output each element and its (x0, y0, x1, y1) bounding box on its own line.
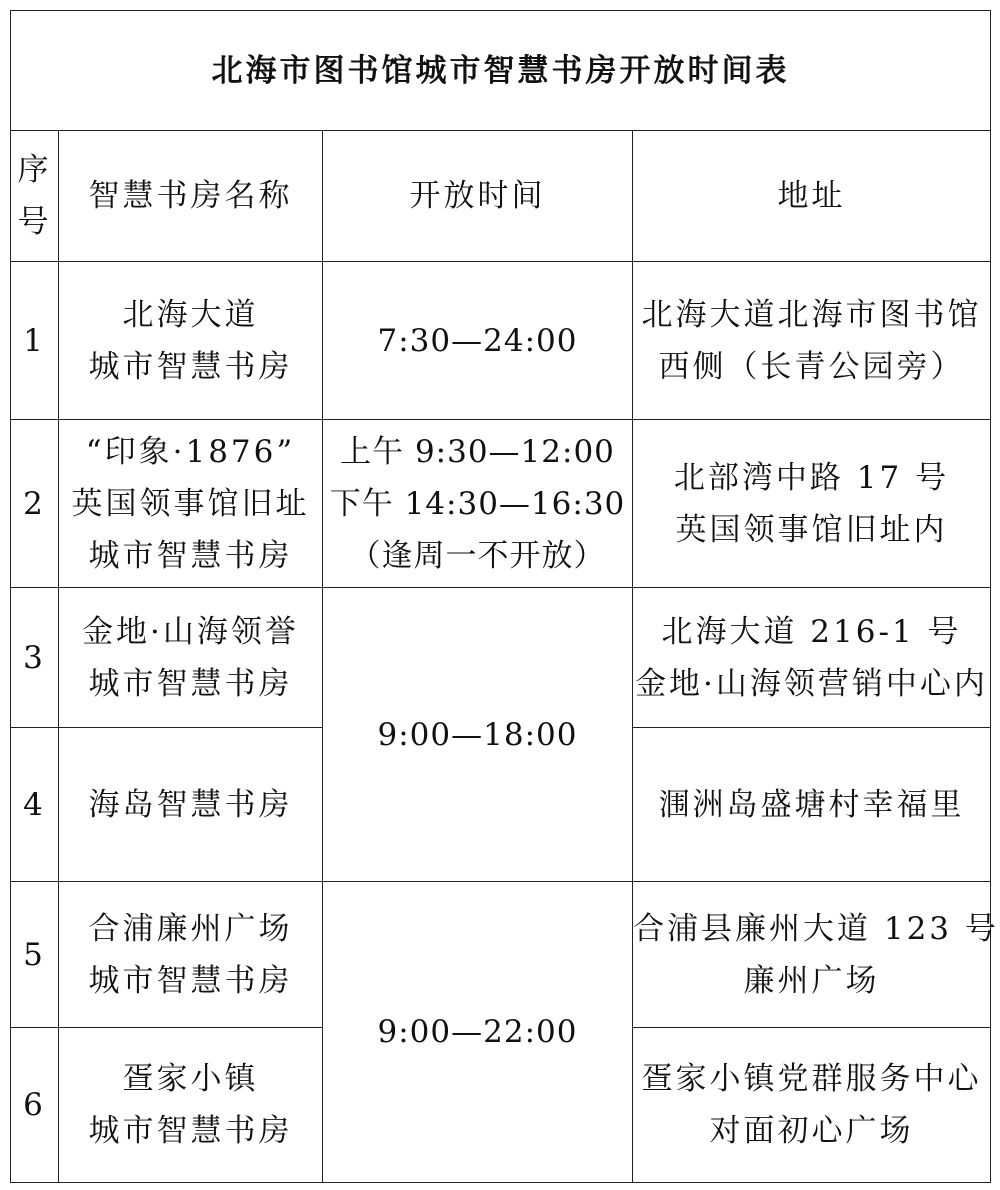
hours-line: 9:00—22:00 (377, 1014, 578, 1050)
name-line: 海岛智慧书房 (88, 786, 293, 823)
name-line: 疍家小镇 (122, 1061, 259, 1097)
header-serial-number (11, 131, 59, 262)
name-line: 北海大道 (122, 296, 259, 333)
address (633, 420, 991, 588)
address-line: 金地·山海领营销中心内 (635, 665, 988, 702)
hours-line: 9:00—18:00 (377, 716, 578, 753)
row-number: 5 (11, 882, 59, 1028)
study-room-name (59, 420, 323, 588)
row-number: 6 (11, 1028, 59, 1183)
address-line: 西侧（长青公园旁） (658, 348, 965, 385)
address-line: 北海大道 216-1 号 (661, 613, 962, 650)
header-address: 地址 (633, 131, 991, 262)
address-line: 对面初心广场 (709, 1113, 914, 1149)
address (633, 728, 991, 882)
opening-hours-table (10, 10, 999, 1183)
hours-line: （逢周一不开放） (349, 537, 606, 574)
title-row (11, 11, 991, 131)
name-line: 城市智慧书房 (88, 665, 293, 702)
name-line: 城市智慧书房 (88, 348, 293, 385)
table-row (11, 588, 991, 728)
name-line: 金地·山海领誉 (82, 613, 299, 650)
study-room-name (59, 1028, 323, 1183)
header-serial-bottom: 号 (17, 204, 52, 240)
address (633, 588, 991, 728)
row-number: 3 (11, 588, 59, 728)
hours-line: 下午 14:30—16:30 (329, 485, 626, 522)
study-room-name (59, 588, 323, 728)
row-number: 1 (11, 262, 59, 420)
table-row (11, 420, 991, 588)
address-line: 廉州广场 (743, 962, 880, 999)
header-serial-top: 序 (17, 152, 52, 188)
table-title: 北海市图书馆城市智慧书房开放时间表 (11, 11, 991, 131)
name-line: 合浦廉州广场 (88, 910, 293, 947)
header-name: 智慧书房名称 (59, 131, 323, 262)
table-row (11, 262, 991, 420)
address-line: 合浦县廉州大道 123 号 (633, 910, 999, 947)
address-line: 北海大道北海市图书馆 (641, 296, 982, 333)
address (633, 882, 999, 1028)
hours-line: 7:30—24:00 (377, 322, 578, 359)
header-row (11, 131, 991, 262)
study-room-name (59, 882, 323, 1028)
opening-hours (323, 262, 633, 420)
study-room-name (59, 728, 323, 882)
address-line: 英国领事馆旧址内 (675, 511, 948, 548)
study-room-name (59, 262, 323, 420)
address-line: 涠洲岛盛塘村幸福里 (658, 786, 965, 823)
header-hours: 开放时间 (323, 131, 633, 262)
address (633, 1028, 991, 1183)
name-line: 城市智慧书房 (88, 962, 293, 999)
name-line: 城市智慧书房 (88, 1113, 293, 1149)
address-line: 疍家小镇党群服务中心 (641, 1061, 982, 1097)
name-line: “印象·1876” (85, 433, 296, 470)
opening-hours (323, 420, 633, 588)
name-line: 城市智慧书房 (88, 537, 293, 574)
address (633, 262, 991, 420)
opening-hours (323, 882, 633, 1183)
name-line: 英国领事馆旧址 (71, 485, 310, 522)
table-row (11, 882, 991, 1028)
row-number: 2 (11, 420, 59, 588)
row-number: 4 (11, 728, 59, 882)
address-line: 北部湾中路 17 号 (673, 459, 950, 496)
hours-line: 上午 9:30—12:00 (340, 433, 615, 470)
opening-hours (323, 588, 633, 882)
